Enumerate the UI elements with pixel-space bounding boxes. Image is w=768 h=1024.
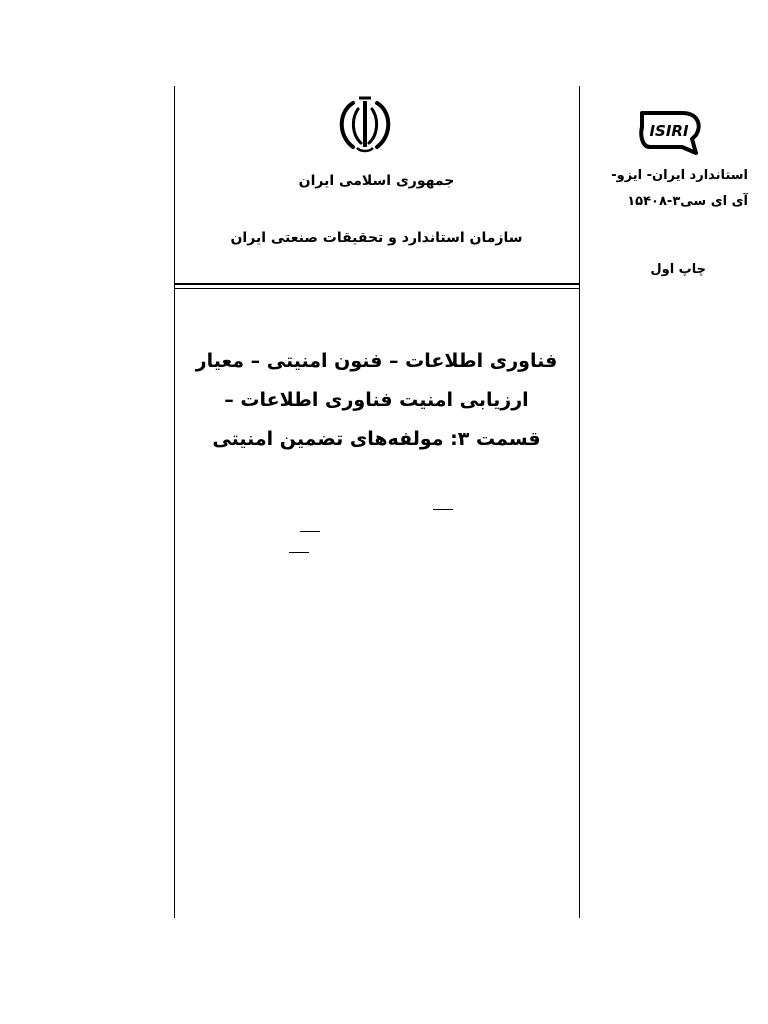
edition-label: چاپ اول xyxy=(650,262,706,277)
right-border-line xyxy=(579,86,580,918)
isiri-logo-icon xyxy=(636,105,706,157)
standard-number-line2: آی ای سی۳-۱۵۴۰۸ xyxy=(627,194,748,209)
iran-emblem-icon xyxy=(331,95,399,155)
organization-name: سازمان استاندارد و تحقیقات صنعتی ایران xyxy=(230,230,523,246)
republic-name: جمهوری اسلامی ایران xyxy=(298,173,455,189)
title-line-3: قسمت ۳: مولفه‌های تضمین امنیتی xyxy=(212,428,541,450)
standard-number-line1: استاندارد ایران- ایزو- xyxy=(611,168,748,183)
logo-text: ISIRI xyxy=(649,122,689,140)
title-line-2: ارزیابی امنیت فناوری اطلاعات – xyxy=(224,389,529,411)
header-divider xyxy=(174,283,580,285)
title-line-1: فناوری اطلاعات – فنون امنیتی – معیار xyxy=(195,350,558,372)
header-divider-thin xyxy=(174,288,580,289)
dash-mark xyxy=(433,509,453,510)
dash-mark xyxy=(300,531,320,532)
document-title xyxy=(174,342,579,459)
dash-mark xyxy=(289,552,309,553)
left-border-line xyxy=(174,86,175,918)
